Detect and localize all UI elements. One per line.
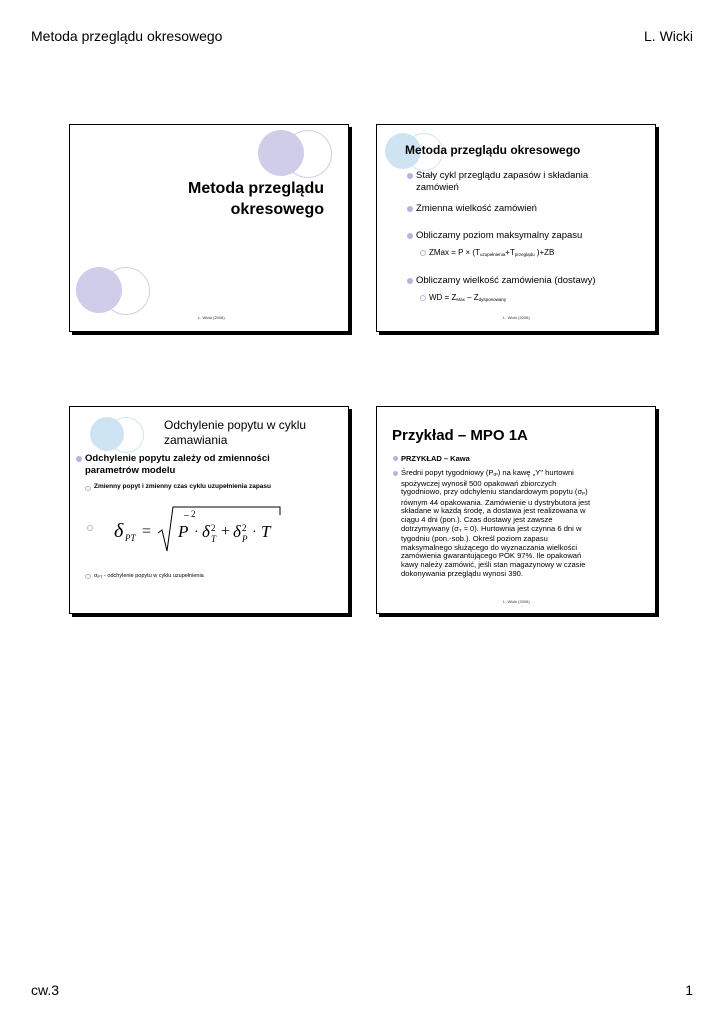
- svg-text:=: =: [142, 523, 152, 540]
- svg-text:+: +: [221, 523, 231, 540]
- page-header-title: Metoda przeglądu okresowego: [31, 28, 223, 44]
- bullet-item: Obliczamy poziom maksymalny zapasu: [407, 230, 582, 242]
- sub-bullet-icon: [420, 295, 426, 301]
- sub-bullet-icon: [85, 574, 91, 579]
- bullet-item: Stały cykl przeglądu zapasów i składania zamówień: [407, 170, 588, 193]
- decor-circle-ring: [284, 130, 332, 178]
- svg-text:T: T: [211, 534, 217, 544]
- sigma-pt-formula: [110, 503, 290, 555]
- slide-footer: L. Wicki (2008): [503, 599, 530, 604]
- slide-1: [69, 124, 349, 332]
- slide-title: Odchylenie popytu w cyklu zamawiania: [164, 418, 307, 447]
- svg-text:2: 2: [211, 523, 216, 533]
- svg-text:P: P: [242, 534, 248, 544]
- decor-circle-ring: [108, 417, 144, 453]
- sub-bullet-item: WD = $Z_{Max} - Z_{dysponowany}$: [420, 292, 506, 306]
- sub-bullet-icon: [420, 250, 426, 256]
- svg-text:δ: δ: [202, 522, 210, 541]
- sub-bullet-icon: [85, 486, 91, 491]
- slide-title: Przykład – MPO 1A: [392, 427, 528, 444]
- slide-footer: L. Wicki (2008): [503, 315, 530, 320]
- sub-bullet-item: ZMax = $P \times (T_{uzupełnienia}+T_{przeglądu}$ )+ZB: [420, 247, 554, 261]
- svg-text:δ: δ: [114, 520, 124, 542]
- bullet-item: Zmienna wielkość zamówień: [407, 203, 537, 215]
- sub-bullet-item: $\sigma_{PT}$ - odchylenie popytu w cyklu uzupełnienia: [85, 573, 204, 580]
- sub-bullet-item: Zmienny popyt i zmienny czas cyklu uzupełnienia zapasu: [85, 483, 271, 491]
- slide-3: [69, 406, 349, 614]
- svg-text:·: ·: [252, 525, 257, 540]
- bullet-icon: [76, 456, 82, 462]
- page-number: 1: [685, 982, 693, 998]
- slide-footer: L. Wicki (2008): [198, 315, 225, 320]
- slide-title: Metoda przeglądu okresowego: [187, 180, 324, 218]
- decor-circle-ring: [102, 267, 150, 315]
- bullet-item: Odchylenie popytu zależy od zmienności parametrów modelu: [76, 453, 270, 476]
- bullet-item: [393, 469, 590, 578]
- bullet-icon: [407, 278, 413, 284]
- bullet-item: PRZYKŁAD – Kawa: [393, 454, 470, 463]
- svg-text:–: –: [184, 510, 189, 521]
- slide-title: Metoda przeglądu okresowego: [405, 143, 581, 157]
- example-text: Średni popyt tygodniowy $(P_{tP})$ na kawę „Y" hurtowni spożywczej wynosił 500 opakowań zbiorczych tygodniowo, przy odchyleniu standardowym popytu $(\sigma_P)$ równym 44 opakowania. Zamówienie u dystrybutora jest składane w każdą środę, a dostawa jest realizowana w ciągu 4 dni (pon.). Czas dostawy jest zawsze dotrzymywany $(\sigma_T \approx 0)$. Hurtownia jest czynna 6 dni w tygodniu (pon.-sob.). Określ poziom zapasu maksymalnego służącego do wyznaczania wielkości zamówienia gwarantującego POK 97%. Ile opakowań kawy należy zamówić, jeśli stan magazynowy w czasie dokonywania przeglądu wynosi 390.: [401, 468, 591, 578]
- svg-text:T: T: [261, 522, 271, 541]
- slide-4: [376, 406, 656, 614]
- svg-text:2: 2: [242, 523, 247, 533]
- svg-text:PT: PT: [125, 533, 136, 543]
- slide-2: [376, 124, 656, 332]
- svg-text:P: P: [178, 522, 189, 541]
- bullet-icon: [407, 173, 413, 179]
- svg-text:δ: δ: [233, 522, 241, 541]
- bullet-icon: [407, 233, 413, 239]
- page-footer-label: cw.3: [31, 982, 60, 998]
- bullet-icon: [393, 456, 398, 461]
- bullet-item: Obliczamy wielkość zamówienia (dostawy): [407, 275, 596, 287]
- bullet-icon: [393, 471, 398, 476]
- page-header-author: L. Wicki: [644, 28, 693, 44]
- bullet-icon: [407, 206, 413, 212]
- svg-text:·: ·: [194, 525, 199, 540]
- sub-bullet-icon: [87, 525, 93, 531]
- svg-text:2: 2: [191, 509, 196, 519]
